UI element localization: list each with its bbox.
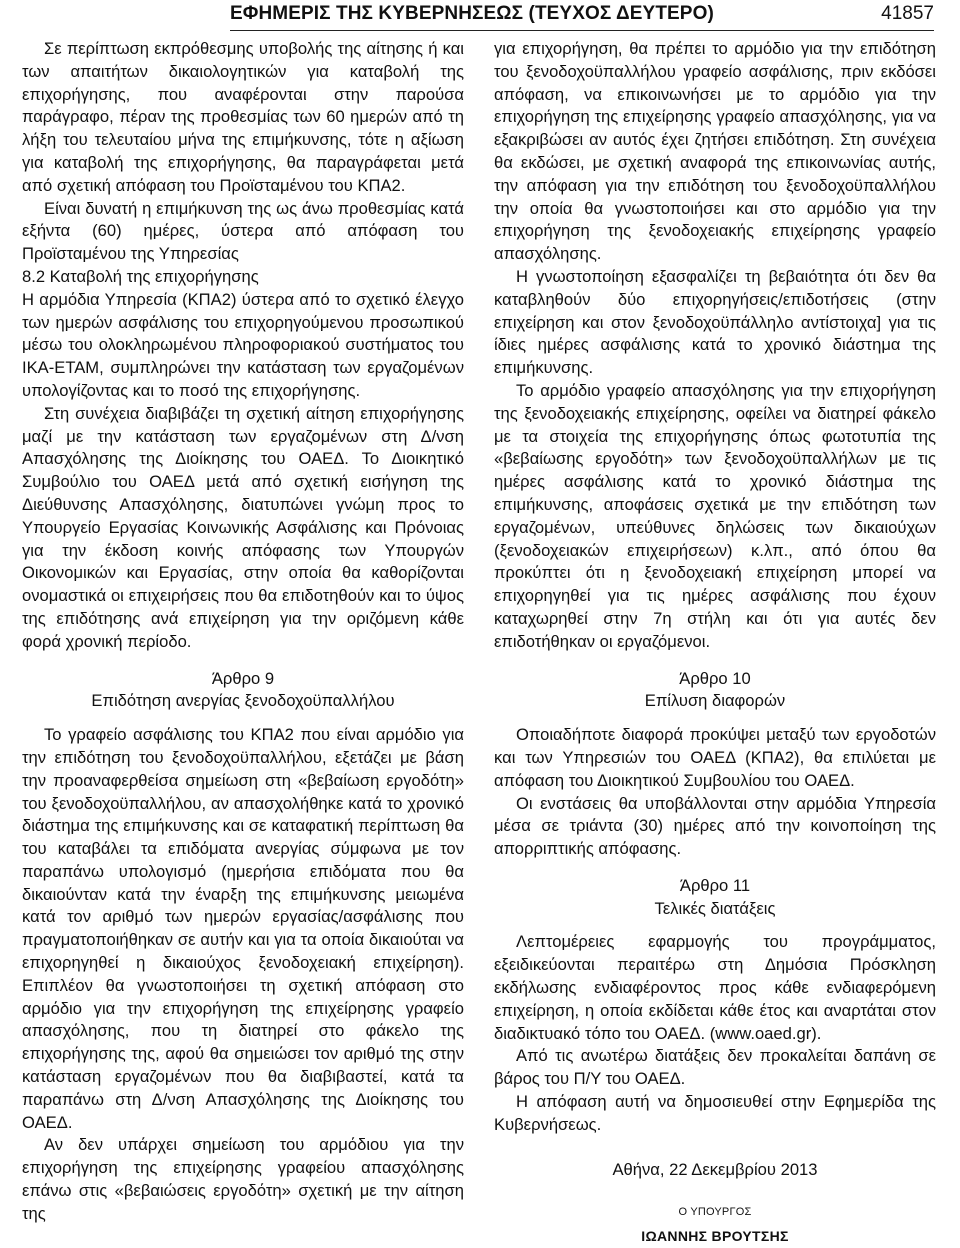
article-10-number: Άρθρο 10	[679, 668, 751, 688]
paragraph-deadline-extension: Είναι δυνατή η επιμήκυνση της ως άνω προθεσμίας κατά εξήντα (60) ημέρες, ύστερα από απόφαση του Προϊσταμένου της Υπηρεσίας	[22, 198, 464, 264]
article-11-number: Άρθρο 11	[679, 875, 751, 895]
place-date: Αθήνα, 22 Δεκεμβρίου 2013	[612, 1159, 818, 1179]
paragraph-implementation-details: Λεπτομέρειες εφαρμογής του προγράμματος, εξειδικεύονται περαιτέρω στη Δημόσια Πρόσκληση εκδήλωσης ενδιαφέροντος προς κάθε ενδιαφερόμενη επιχείρηση, η οποία εκδίδεται κάθε έτος και αναρτάται στον διαδικτυακό τόπο του ΟΑΕΔ. (www.oaed.gr).	[494, 932, 936, 1043]
paragraph-no-expense: Από τις ανωτέρω διατάξεις δεν προκαλείται δαπάνη σε βάρος του Π/Υ του ΟΑΕΔ.	[494, 1046, 936, 1089]
paragraph-objections: Οι ενστάσεις θα υποβάλλονται στην αρμόδια Υπηρεσία μέσα σε τριάντα (30) ημέρες από την κοινοποίηση της απορριπτικής απόφασης.	[494, 793, 936, 859]
article-9-number: Άρθρο 9	[211, 668, 275, 688]
article-9-title: Επιδότηση ανεργίας ξενοδοχοϋπαλλήλου	[91, 691, 395, 711]
paragraph-employment-office-file: Το αρμόδιο γραφείο απασχόλησης για την επιχορήγηση της ξενοδοχειακής επιχείρησης, οφείλει να διατηρεί φάκελο με τα στοιχεία της επιχορήγησης όπως φωτοτυπία της «βεβαίωσης εργοδότη» των ξενοδοχοϋπαλλήλων με τις ημέρες ασφάλισης κατά το χρονικό διάστημα της επιμήκυνσης, αποφάσεις σχετικά με την επιδότηση των εργαζομένων, υπεύθυνες δηλώσεις των δικαιούχων (ξενοδοχειακών επιχειρήσεων) κ.λπ., από όπου θα προκύπτει ότι η ξενοδοχειακή επιχείρηση μπορεί να επιχορηγηθεί για τις ημέρες ασφάλισης που έχουν καταχωρηθεί στην 7η στήλη και ότι για αυτές δεν επιδοτήθηκαν οι εργαζόμενοι.	[494, 380, 936, 651]
article-10-title: Επίλυση διαφορών	[644, 691, 786, 711]
right-column	[494, 38, 936, 1248]
paragraph-dispute-resolution: Οποιαδήποτε διαφορά προκύψει μεταξύ των εργοδοτών και των Υπηρεσιών του ΟΑΕΔ (ΚΠΑ2), θα επιλύεται με απόφαση του Διοικητικού Συμβουλίου του ΟΑΕΔ.	[494, 725, 936, 790]
subsection-heading-8-2: 8.2 Καταβολή της επιχορήγησης	[22, 266, 259, 286]
paragraph-competent-service: Η αρμόδια Υπηρεσία (ΚΠΑ2) ύστερα από το σχετικό έλεγχο των ημερών ασφάλισης του επιχορηγούμενου προσωπικού μέσω του ολοκληρωμένου πληροφοριακού συστήματος του ΙΚΑ-ΕΤΑΜ, συμπληρώνει την κατάσταση των εργαζομένων υπολογίζοντας και το ποσό της επιχορήγησης.	[22, 289, 464, 400]
gazette-title: ΕΦΗΜΕΡΙΣ ΤΗΣ ΚΥΒΕΡΝΗΣΕΩΣ (ΤΕΥΧΟΣ ΔΕΥΤΕΡΟ)	[230, 3, 714, 24]
paragraph-notification: Η γνωστοποίηση εξασφαλίζει τη βεβαιότητα ότι δεν θα καταβληθούν δύο επιχορηγήσεις/επιδοτήσεις (στην επιχείρηση και στον ξενοδοχοϋπάλληλο αντίστοιχα] για τις ίδιες ημέρες ασφάλισης κατά το χρονικό διάστημα της επιμήκυνσης.	[494, 266, 936, 378]
article-11-title: Τελικές διατάξεις	[654, 898, 776, 918]
paragraph-late-submission: Σε περίπτωση εκπρόθεσμης υποβολής της αίτησης ή και των απαιτήτων δικαιολογητικών για καταβολή της επιχορήγησης, που αναφέρονται στην παρούσα παράγραφο, πέραν της προθεσμίας των 60 ημερών από τη λήξη του τελευταίου μήνα της επιμήκυνσης, τότε η αξίωση για καταβολή της επιχορήγησης, θα παραγράφεται μετά από σχετική απόφαση του Προϊσταμένου του ΚΠΑ2.	[22, 39, 464, 195]
paragraph-no-note: Αν δεν υπάρχει σημείωση του αρμόδιου για την επιχορήγηση της επιχείρησης γραφείου απασχόλησης επάνω στις «βεβαιώσεις εργοδότη» σχετική με την αίτηση της	[22, 1135, 464, 1223]
page-header	[230, 2, 934, 31]
page-number: 41857	[881, 3, 934, 24]
left-column	[22, 38, 464, 1226]
signatory-role: Ο ΥΠΟΥΡΓΟΣ	[678, 1206, 752, 1219]
paragraph-insurance-office: Το γραφείο ασφάλισης του ΚΠΑ2 που είναι αρμόδιο για την επιδότηση του ξενοδοχοϋπαλλήλου, εξετάζει με βάση την προαναφερθείσα σημείωση στη «βεβαίωση εργοδότη» του ξενοδοχοϋπαλλήλου, αν απασχολήθηκε κατά το χρονικό διάστημα της επιμήκυνσης και σε καταφατική περίπτωση θα του καταβάλει τα επιδόματα ανεργίας σύμφωνα με τον παραπάνω υπολογισμό (ημερήσια επιδόματα που θα δικαιούνταν κατά την έναρξη της επιμήκυνσης μειωμένα κατά τον αριθμό των ημερών εργασίας/ασφάλισης που πραγματοποιήθηκαν σε αυτήν και για τα οποία δικαιούται να επιχορηγηθεί η δικαιούχος ξενοδοχειακή επιχείρηση). Επιπλέον θα γνωστοποιήσει τη σχετική απόφαση στο αρμόδιο για την επιχορήγηση της επιχείρησης γραφείο απασχόλησης, που τη διατηρεί στο φάκελο της επιχορήγησης της, αφού θα σημειώσει τον αριθμό της στην κατάσταση εργαζομένων που θα διαβιβαστεί, κατά τα παραπάνω στη Δ/νση Απασχόλησης της Διοίκησης του ΟΑΕΔ.	[22, 725, 464, 1132]
paragraph-continuation: για επιχορήγηση, θα πρέπει το αρμόδιο για την επιδότηση του ξενοδοχοϋπαλλήλου γραφείο ασφάλισης, πριν εκδόσει απόφαση, να επικοινωνήσει με το αρμόδιο για την επιχορήγηση της επιχείρησης γραφείο απασχόλησης, για να εξακριβώσει αν αυτός έχει ζητήσει επιδότηση. Στη συνέχεια θα εκδώσει, με σχετική αναφορά της επικοινωνίας αυτής, την απόφαση για την επιδότηση του ξενοδοχοϋπαλλήλου την οποία θα γνωστοποιήσει και στο αρμόδιο για την επιχορήγηση της ξενοδοχειακής επιχείρησης γραφείο απασχόλησης.	[494, 39, 936, 264]
paragraph-forwarding-application: Στη συνέχεια διαβιβάζει τη σχετική αίτηση επιχορήγησης μαζί με την κατάσταση των εργαζομένων στη Δ/νση Απασχόλησης της Διοίκησης του ΟΑΕΔ. Το Διοικητικό Συμβούλιο του ΟΑΕΔ μετά από σχετική εισήγηση της Διεύθυνσης Απασχόλησης, διατυπώνει γνώμη προς το Υπουργείο Εργασίας Κοινωνικής Ασφάλισης και Πρόνοιας για την έκδοση κοινής απόφασης των Υπουργών Οικονομικών και Εργασίας, στην οποία θα καθορίζονται ονομαστικά οι επιχειρήσεις που θα επιδοτηθούν και το ύψος της επιδότησης ανά επιχείρηση για την οριζόμενη κάθε φορά χρονική περίοδο.	[22, 403, 464, 651]
paragraph-publication: Η απόφαση αυτή να δημοσιευθεί στην Εφημερίδα της Κυβερνήσεως.	[494, 1092, 936, 1134]
signatory-name: ΙΩΑΝΝΗΣ ΒΡΟΥΤΣΗΣ	[641, 1228, 789, 1245]
